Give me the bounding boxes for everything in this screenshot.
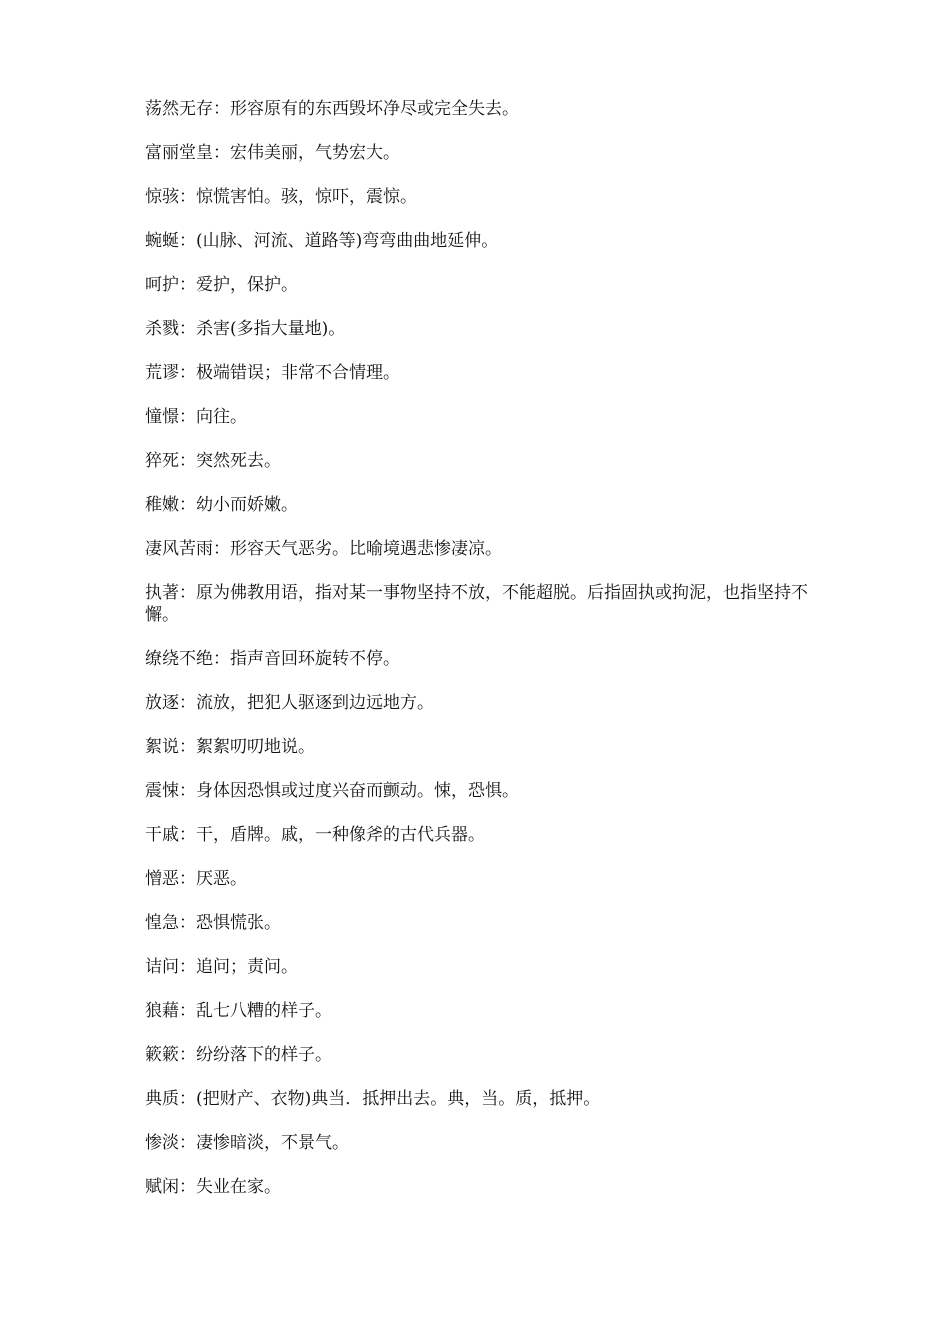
vocabulary-entry: 荒谬：极端错误；非常不合情理。 bbox=[145, 363, 400, 383]
vocabulary-entry: 典质：(把财产、衣物)典当．抵押出去。典，当。质，抵押。 bbox=[145, 1089, 601, 1109]
vocabulary-entry: 惨淡：凄惨暗淡，不景气。 bbox=[145, 1133, 349, 1153]
vocabulary-entry: 凄风苦雨：形容天气恶劣。比喻境遇悲惨凄凉。 bbox=[145, 539, 502, 559]
vocabulary-entry: 诘问：追问；责问。 bbox=[145, 957, 298, 977]
vocabulary-entry: 蜿蜒：(山脉、河流、道路等)弯弯曲曲地延伸。 bbox=[145, 231, 499, 251]
vocabulary-entry: 狼藉：乱七八糟的样子。 bbox=[145, 1001, 332, 1021]
vocabulary-entry: 杀戮：杀害(多指大量地)。 bbox=[145, 319, 346, 339]
vocabulary-entry: 猝死：突然死去。 bbox=[145, 451, 281, 471]
vocabulary-entry: 稚嫩：幼小而娇嫩。 bbox=[145, 495, 298, 515]
vocabulary-entry: 呵护：爱护，保护。 bbox=[145, 275, 298, 295]
vocabulary-entry: 放逐：流放，把犯人驱逐到边远地方。 bbox=[145, 693, 434, 713]
vocabulary-entry: 富丽堂皇：宏伟美丽，气势宏大。 bbox=[145, 143, 400, 163]
vocabulary-entry: 缭绕不绝：指声音回环旋转不停。 bbox=[145, 649, 400, 669]
vocabulary-entry: 簌簌：纷纷落下的样子。 bbox=[145, 1045, 332, 1065]
vocabulary-entry: 执著：原为佛教用语，指对某一事物坚持不放，不能超脱。后指固执或拘泥，也指坚持不懈。 bbox=[145, 583, 808, 625]
vocabulary-entry: 赋闲：失业在家。 bbox=[145, 1177, 281, 1197]
vocabulary-entry: 荡然无存：形容原有的东西毁坏净尽或完全失去。 bbox=[145, 99, 519, 119]
vocabulary-entry: 憎恶：厌恶。 bbox=[145, 869, 247, 889]
vocabulary-entry: 憧憬：向往。 bbox=[145, 407, 247, 427]
vocabulary-entry: 惊骇：惊慌害怕。骇，惊吓，震惊。 bbox=[145, 187, 417, 207]
vocabulary-list bbox=[145, 98, 825, 1220]
vocabulary-entry: 震悚：身体因恐惧或过度兴奋而颤动。悚，恐惧。 bbox=[145, 781, 519, 801]
vocabulary-entry: 干戚：干，盾牌。戚，一种像斧的古代兵器。 bbox=[145, 825, 485, 845]
vocabulary-entry: 絮说：絮絮叨叨地说。 bbox=[145, 737, 315, 757]
vocabulary-entry: 惶急：恐惧慌张。 bbox=[145, 913, 281, 933]
